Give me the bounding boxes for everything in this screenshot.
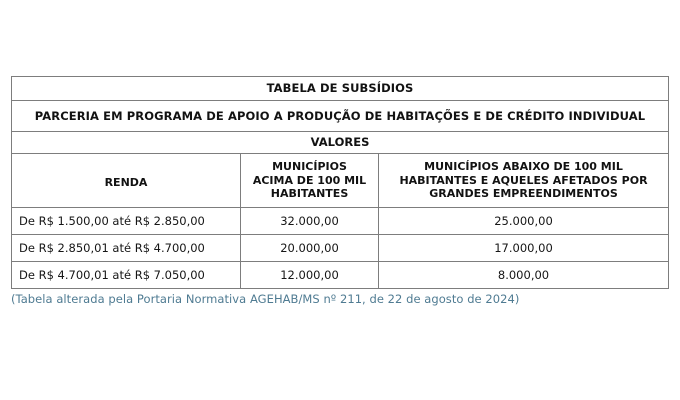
section-label-valores: VALORES (12, 132, 669, 154)
cell-renda: De R$ 1.500,00 até R$ 2.850,00 (12, 208, 241, 235)
column-header-municipios-acima-line-1: MUNICÍPIOS (272, 160, 347, 174)
table-row (12, 208, 669, 235)
table-title-row (12, 77, 669, 101)
cell-acima-100-mil: 20.000,00 (241, 235, 379, 262)
table-row (12, 235, 669, 262)
column-header-municipios-abaixo-line-3: GRANDES EMPREENDIMENTOS (429, 187, 618, 201)
subsidy-table (11, 76, 669, 289)
table-subtitle: PARCERIA EM PROGRAMA DE APOIO A PRODUÇÃO DE HABITAÇÕES E DE CRÉDITO INDIVIDUAL (12, 101, 669, 132)
column-header-municipios-abaixo-line-1: MUNICÍPIOS ABAIXO DE 100 MIL (424, 160, 623, 174)
cell-abaixo-100-mil: 8.000,00 (379, 262, 669, 289)
column-header-municipios-acima-line-2: ACIMA DE 100 MIL (252, 173, 367, 187)
column-header-municipios-acima (241, 154, 379, 208)
table-subtitle-row (12, 101, 669, 132)
cell-acima-100-mil: 32.000,00 (241, 208, 379, 235)
cell-renda: De R$ 4.700,01 até R$ 7.050,00 (12, 262, 241, 289)
cell-abaixo-100-mil: 17.000,00 (379, 235, 669, 262)
cell-acima-100-mil: 12.000,00 (241, 262, 379, 289)
table-section-row (12, 132, 669, 154)
column-header-renda-line-1: RENDA (104, 176, 148, 190)
column-header-municipios-abaixo-line-2: HABITANTES E AQUELES AFETADOS POR (399, 173, 648, 187)
cell-abaixo-100-mil: 25.000,00 (379, 208, 669, 235)
table-row (12, 262, 669, 289)
table-header-row (12, 154, 669, 208)
column-header-municipios-acima-line-3: HABITANTES (270, 187, 349, 201)
cell-renda: De R$ 2.850,01 até R$ 4.700,00 (12, 235, 241, 262)
table-title: TABELA DE SUBSÍDIOS (12, 77, 669, 101)
column-header-municipios-abaixo (379, 154, 669, 208)
table-caption: (Tabela alterada pela Portaria Normativa AGEHAB/MS nº 211, de 22 de agosto de 2024) (11, 292, 520, 306)
column-header-renda (12, 154, 241, 208)
